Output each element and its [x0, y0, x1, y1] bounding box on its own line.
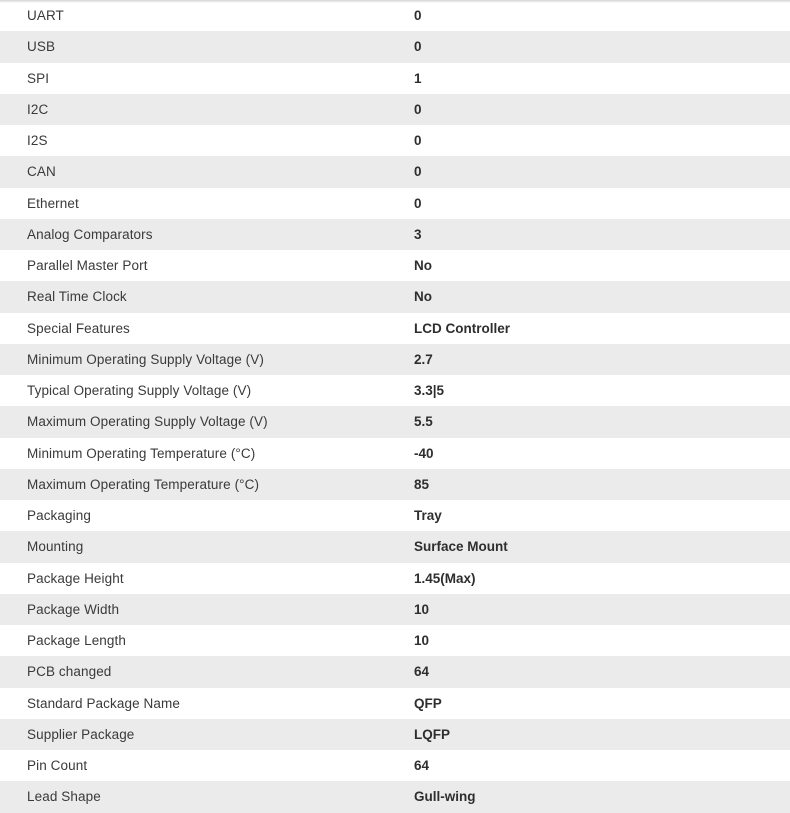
spec-row-min-operating-temperature — [0, 438, 790, 469]
spec-row-max-supply-voltage — [0, 406, 790, 437]
spec-value: Gull-wing — [414, 789, 476, 805]
spec-label: PCB changed — [27, 664, 112, 680]
top-edge-shadow — [0, 0, 790, 3]
spec-value: QFP — [414, 695, 442, 711]
spec-label: Packaging — [27, 508, 91, 524]
spec-label: Supplier Package — [27, 726, 135, 742]
spec-label: Typical Operating Supply Voltage (V) — [27, 383, 252, 399]
spec-label: Minimum Operating Supply Voltage (V) — [27, 351, 264, 367]
spec-row-package-length — [0, 625, 790, 656]
spec-value: 85 — [414, 476, 430, 492]
spec-row-standard-package-name — [0, 688, 790, 719]
spec-value: 3.3|5 — [414, 383, 445, 399]
spec-row-typical-supply-voltage — [0, 375, 790, 406]
spec-label: Package Height — [27, 570, 124, 586]
spec-label: Maximum Operating Temperature (°C) — [27, 476, 260, 492]
spec-value: 1 — [414, 70, 422, 86]
spec-value: Tray — [414, 508, 442, 524]
spec-row-packaging — [0, 500, 790, 531]
spec-label: Real Time Clock — [27, 289, 127, 305]
spec-label: Ethernet — [27, 195, 79, 211]
spec-row-special-features — [0, 313, 790, 344]
spec-row-i2s — [0, 125, 790, 156]
spec-value: 0 — [414, 39, 422, 55]
spec-value: 0 — [414, 133, 422, 149]
spec-row-real-time-clock — [0, 281, 790, 312]
spec-value: 10 — [414, 633, 430, 649]
spec-label: I2S — [27, 133, 48, 149]
spec-value: No — [414, 289, 432, 305]
spec-label: Analog Comparators — [27, 226, 153, 242]
spec-label: Parallel Master Port — [27, 258, 148, 274]
spec-value: No — [414, 258, 432, 274]
spec-value: LQFP — [414, 726, 450, 742]
spec-label: Standard Package Name — [27, 695, 180, 711]
spec-value: 10 — [414, 601, 430, 617]
spec-label: Minimum Operating Temperature (°C) — [27, 445, 256, 461]
spec-label: Mounting — [27, 539, 84, 555]
spec-value: Surface Mount — [414, 539, 508, 555]
spec-row-uart — [0, 0, 790, 31]
spec-value: 2.7 — [414, 351, 433, 367]
spec-row-spi — [0, 63, 790, 94]
spec-row-can — [0, 156, 790, 187]
spec-value: 5.5 — [414, 414, 433, 430]
spec-row-supplier-package — [0, 719, 790, 750]
spec-row-usb — [0, 31, 790, 62]
spec-row-ethernet — [0, 188, 790, 219]
spec-row-package-height — [0, 563, 790, 594]
spec-value: 0 — [414, 101, 422, 117]
spec-value: LCD Controller — [414, 320, 510, 336]
spec-row-i2c — [0, 94, 790, 125]
spec-value: 64 — [414, 664, 430, 680]
spec-row-pin-count — [0, 750, 790, 781]
spec-row-pcb-changed — [0, 656, 790, 687]
spec-row-parallel-master-port — [0, 250, 790, 281]
spec-label: Lead Shape — [27, 789, 101, 805]
spec-value: 0 — [414, 164, 422, 180]
spec-value: 3 — [414, 226, 422, 242]
spec-row-min-supply-voltage — [0, 344, 790, 375]
spec-row-analog-comparators — [0, 219, 790, 250]
spec-value: 0 — [414, 8, 422, 24]
spec-value: -40 — [414, 445, 434, 461]
spec-label: Special Features — [27, 320, 130, 336]
spec-row-mounting — [0, 531, 790, 562]
spec-label: USB — [27, 39, 56, 55]
spec-label: Maximum Operating Supply Voltage (V) — [27, 414, 268, 430]
spec-value: 64 — [414, 758, 430, 774]
spec-row-lead-shape — [0, 781, 790, 812]
spec-label: SPI — [27, 70, 50, 86]
spec-label: Package Length — [27, 633, 126, 649]
spec-row-max-operating-temperature — [0, 469, 790, 500]
spec-label: CAN — [27, 164, 56, 180]
spec-label: I2C — [27, 101, 49, 117]
spec-label: Pin Count — [27, 758, 88, 774]
spec-label: Package Width — [27, 601, 120, 617]
spec-label: UART — [27, 8, 64, 24]
spec-value: 0 — [414, 195, 422, 211]
spec-value: 1.45(Max) — [414, 570, 476, 586]
spec-row-package-width — [0, 594, 790, 625]
